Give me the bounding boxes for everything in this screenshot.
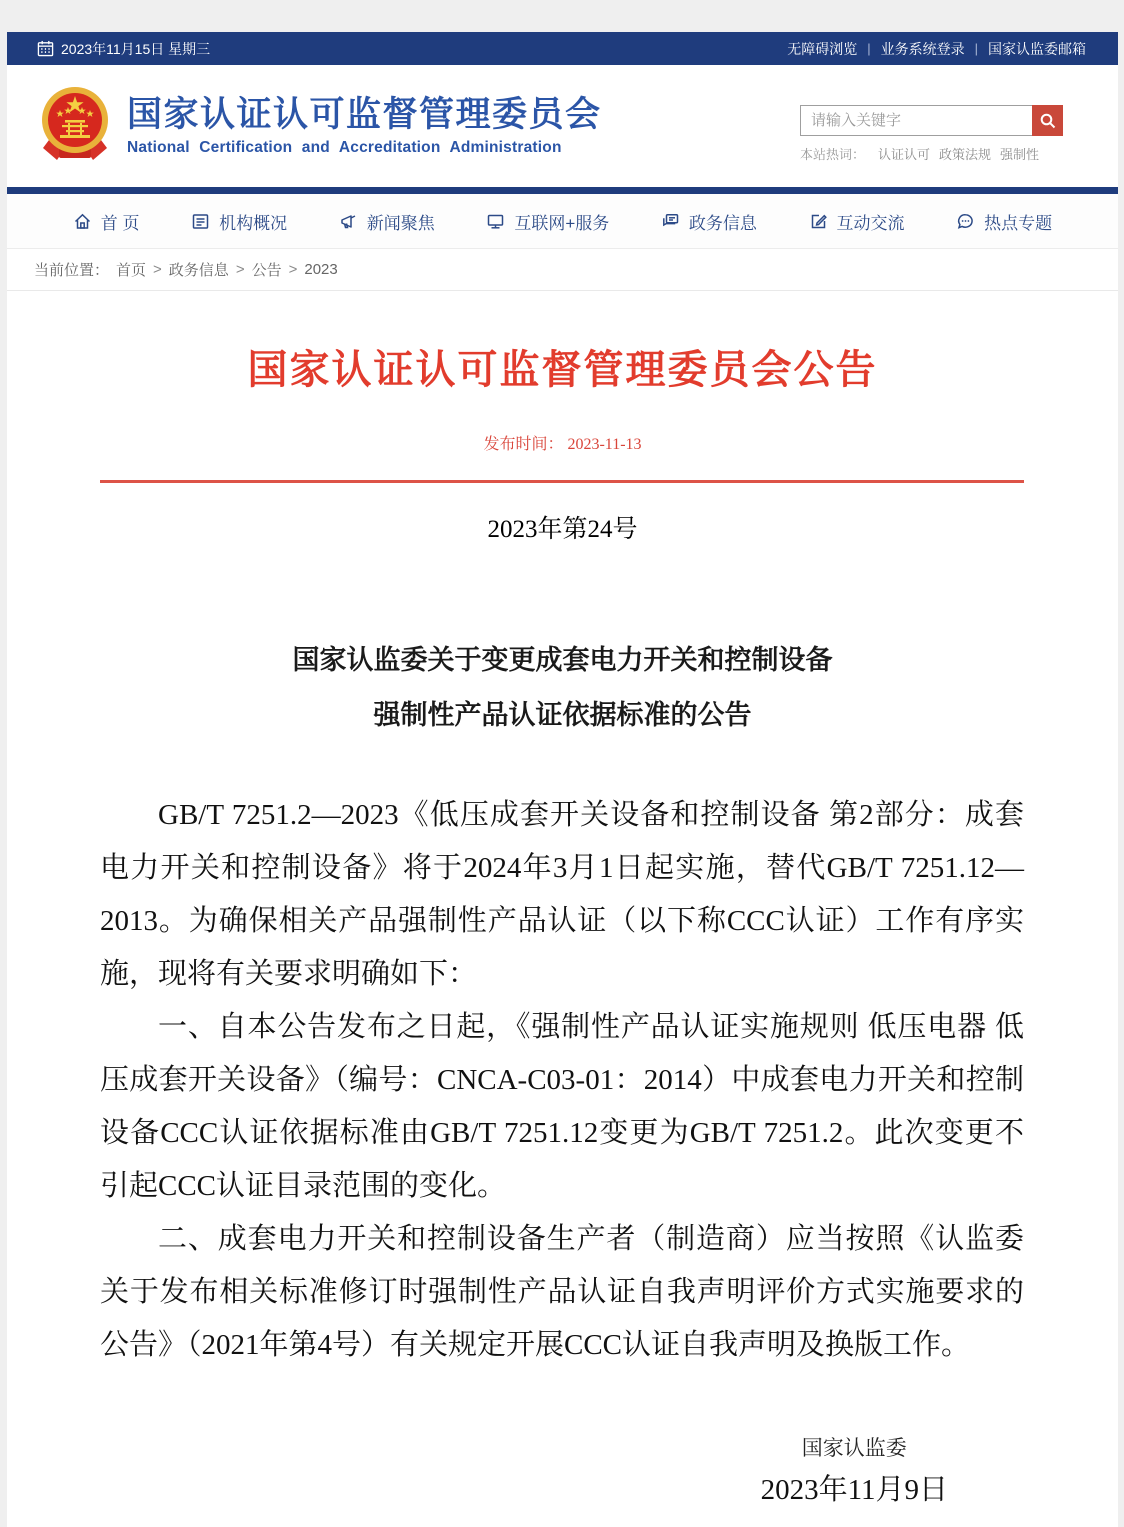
nav-label: 首 页 — [100, 213, 140, 233]
hot-words-label: 本站热词： — [800, 147, 866, 162]
article-paragraph: 二、成套电力开关和控制设备生产者（制造商）应当按照《认监委关于发布相关标准修订时强制性产品认证自我声明评价方式实施要求的公告》（2021年第4号）有关规定开展CCC认证自我声明及换版工作。 — [100, 1223, 1024, 1361]
nav-label: 新闻聚焦 — [366, 213, 435, 233]
page-container — [7, 32, 1118, 1527]
signature-date: 2023年11月9日 — [760, 1474, 948, 1506]
hot-words — [800, 144, 1063, 163]
hot-word-policy[interactable]: 政策法规 — [939, 147, 992, 162]
article-paragraph: 一、自本公告发布之日起，《强制性产品认证实施规则 低压电器 低压成套开关设备》（编号：CNCA-C03-01：2014）中成套电力开关和控制设备CCC认证依据标准由GB/T 7251.12变更为GB/T 7251.2。此次变更不引起CCC认证目录范围的变化。 — [100, 1011, 1024, 1202]
nav-label: 机构概况 — [219, 213, 288, 233]
breadcrumb-2023[interactable]: 2023 — [304, 261, 338, 278]
breadcrumb-separator: > — [235, 261, 245, 278]
current-date: 2023年11月15日 星期三 — [61, 40, 211, 57]
hot-word-compulsory[interactable]: 强制性 — [1000, 147, 1040, 162]
nav-label: 互动交流 — [836, 213, 905, 233]
red-divider — [100, 480, 1024, 483]
link-cnca-mailbox[interactable]: 国家认监委邮箱 — [988, 40, 1086, 57]
nav-label: 互联网+服务 — [514, 213, 610, 233]
search-icon — [1039, 112, 1057, 130]
calendar-icon — [37, 40, 54, 57]
topbar-links — [787, 39, 1086, 59]
national-emblem-logo — [35, 84, 115, 168]
hot-word-certification[interactable]: 认证认可 — [878, 147, 931, 162]
nav-label: 热点专题 — [984, 213, 1053, 233]
search-zone — [800, 105, 1063, 163]
link-business-login[interactable]: 业务系统登录 — [880, 40, 965, 57]
brand-text — [127, 95, 602, 157]
breadcrumb — [7, 249, 1118, 291]
nav-home[interactable] — [73, 209, 140, 234]
breadcrumb-gov-info[interactable]: 政务信息 — [168, 262, 229, 279]
main-nav — [7, 194, 1118, 249]
site-header — [7, 65, 1118, 187]
signature-block — [761, 1432, 948, 1514]
signature-organization: 国家认监委 — [801, 1437, 907, 1460]
breadcrumb-separator: > — [288, 261, 298, 278]
breadcrumb-label: 当前位置： — [34, 262, 110, 279]
topbar — [7, 32, 1118, 65]
publish-time — [7, 431, 1118, 454]
nav-hot-topics[interactable] — [956, 209, 1052, 234]
nav-label: 政务信息 — [688, 213, 757, 233]
search-button[interactable] — [1032, 105, 1063, 136]
nav-interaction[interactable] — [809, 209, 905, 234]
news-icon — [339, 212, 358, 231]
internet-service-icon — [486, 212, 505, 231]
site-title-en: National Certification and Accreditation Administration — [127, 139, 562, 156]
nav-gov-info[interactable] — [661, 209, 757, 234]
nav-org-overview[interactable] — [191, 209, 287, 234]
nav-news[interactable] — [339, 209, 435, 234]
breadcrumb-announcements[interactable]: 公告 — [251, 262, 282, 279]
link-separator: | — [867, 41, 871, 56]
article-subtitle — [7, 633, 1118, 743]
publish-time-value: 2023-11-13 — [567, 436, 642, 453]
article-body — [7, 789, 1118, 1372]
breadcrumb-home[interactable]: 首页 — [116, 262, 147, 279]
site-brand[interactable] — [35, 84, 602, 168]
interaction-icon — [809, 212, 828, 231]
search-input[interactable] — [800, 105, 1032, 136]
link-separator: | — [974, 41, 978, 56]
home-icon — [73, 212, 92, 231]
article-subtitle-line2: 强制性产品认证依据标准的公告 — [373, 700, 752, 730]
site-title-zh: 国家认证认可监督管理委员会 — [127, 95, 602, 134]
publish-time-label: 发布时间： — [483, 436, 564, 453]
breadcrumb-separator: > — [153, 261, 162, 278]
article-paragraph: GB/T 7251.2—2023《低压成套开关设备和控制设备 第2部分：成套电力开关和控制设备》将于2024年3月1日起实施，替代GB/T 7251.12—2013。为确保相关产品强制性产品认证（以下称CCC认证）工作有序实施，现将有关要求明确如下： — [100, 799, 1024, 990]
link-accessibility[interactable]: 无障碍浏览 — [787, 40, 858, 57]
hot-topics-icon — [956, 212, 975, 231]
date-display — [37, 39, 210, 59]
article-title: 国家认证认可监督管理委员会公告 — [247, 348, 878, 392]
nav-internet-service[interactable] — [486, 209, 609, 234]
org-overview-icon — [191, 212, 210, 231]
article-subtitle-line1: 国家认监委关于变更成套电力开关和控制设备 — [292, 645, 833, 675]
gov-info-icon — [661, 212, 680, 231]
announcement-article — [7, 291, 1118, 1514]
document-number: 2023年第24号 — [487, 516, 638, 543]
nav-top-strip — [7, 187, 1118, 194]
